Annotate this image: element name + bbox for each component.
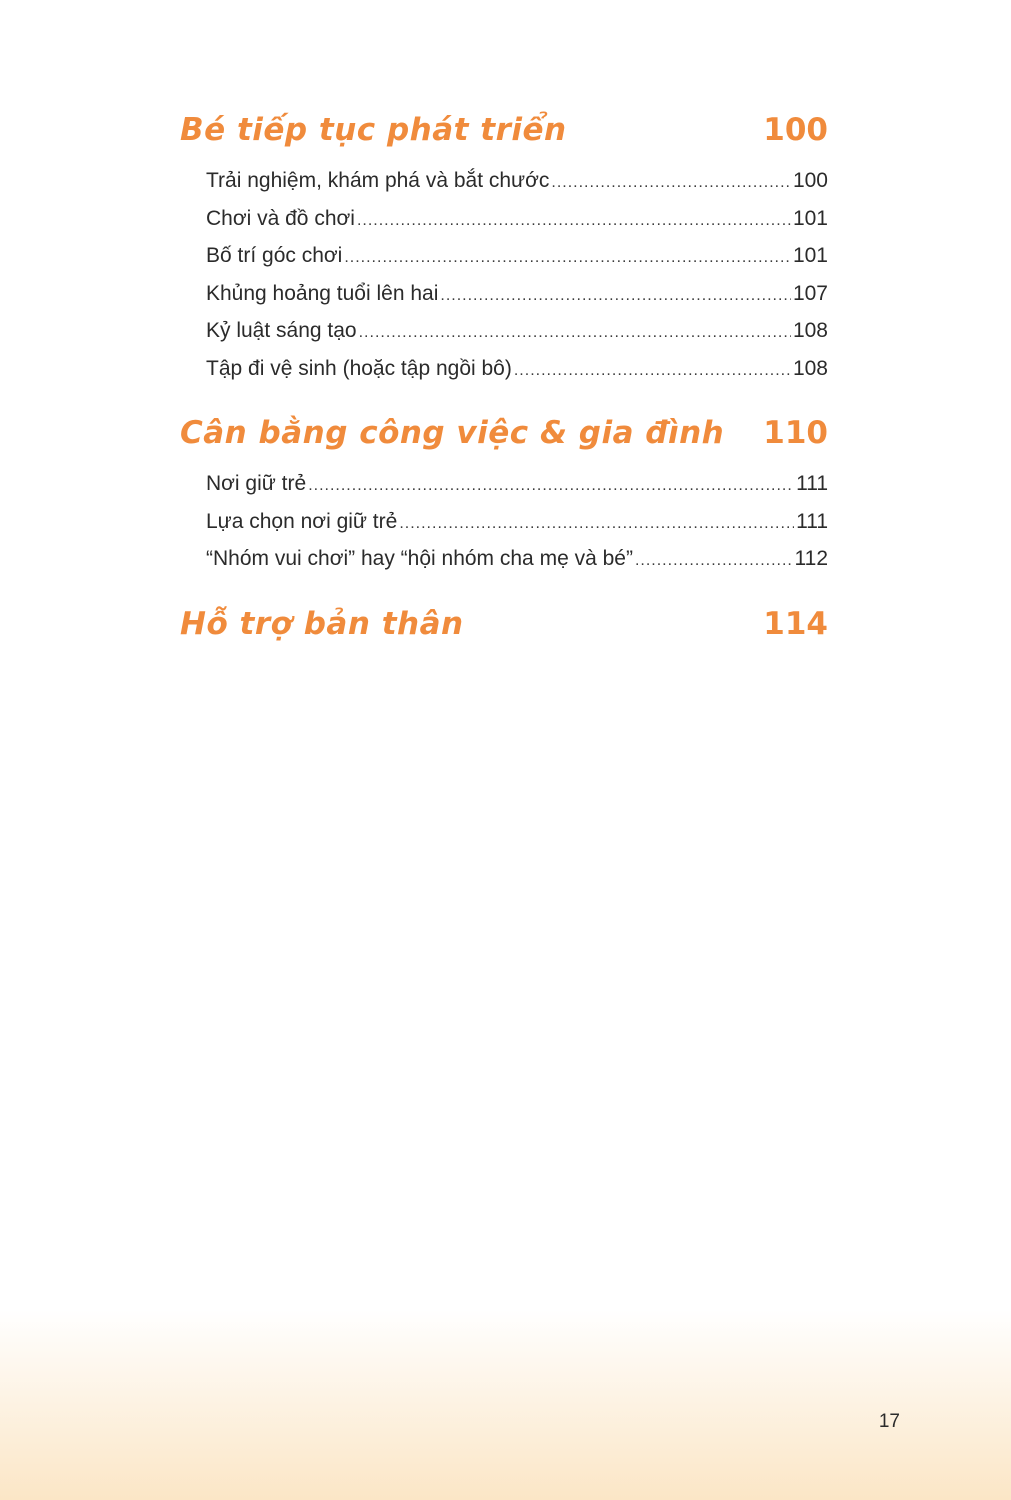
section-page-number: 110 xyxy=(763,415,828,451)
toc-entry-title: Khủng hoảng tuổi lên hai xyxy=(206,281,439,305)
section-header xyxy=(180,112,828,162)
toc-entry-title: Trải nghiệm, khám phá và bắt chước xyxy=(206,169,550,192)
section-page-number: 114 xyxy=(763,606,828,642)
dot-leader xyxy=(359,314,791,352)
dot-leader xyxy=(344,239,791,277)
section-page-number: 100 xyxy=(763,112,828,148)
section-title: Hỗ trợ bản thân xyxy=(180,606,464,642)
toc-entry-list xyxy=(180,162,828,387)
page-number: 17 xyxy=(878,1411,900,1432)
toc-entry-title: Tập đi vệ sinh (hoặc tập ngồi bô) xyxy=(206,356,512,380)
section-title: Cân bằng công việc & gia đình xyxy=(180,415,725,451)
toc-entry-page: 108 xyxy=(792,319,828,342)
toc-entry[interactable] xyxy=(206,350,828,388)
toc-entry-page: 111 xyxy=(796,509,828,533)
toc-entry[interactable] xyxy=(206,237,828,275)
toc-entry[interactable] xyxy=(206,162,828,200)
toc-entry[interactable] xyxy=(206,275,828,313)
toc-entry-title: Chơi và đồ chơi xyxy=(206,206,355,230)
toc-entry-page: 111 xyxy=(796,472,828,495)
toc-entry-title: Bố trí góc chơi xyxy=(206,244,343,267)
section-title: Bé tiếp tục phát triển xyxy=(180,112,567,148)
toc-entry-page: 100 xyxy=(792,169,828,192)
toc-entry[interactable] xyxy=(206,540,828,578)
toc-entry-page: 101 xyxy=(792,244,828,267)
dot-leader xyxy=(551,164,791,202)
toc-entry-page: 112 xyxy=(794,547,828,570)
toc-entry[interactable] xyxy=(206,465,828,503)
dot-leader xyxy=(308,467,794,505)
toc-entry[interactable] xyxy=(206,312,828,350)
toc-entry-page: 107 xyxy=(792,281,828,305)
toc-entry-page: 101 xyxy=(792,206,828,230)
dot-leader xyxy=(514,352,791,390)
toc-section-self-support xyxy=(180,606,828,656)
toc-entry-title: Lựa chọn nơi giữ trẻ xyxy=(206,509,398,533)
toc-section-work-family xyxy=(180,415,828,578)
toc-entry-title: Kỷ luật sáng tạo xyxy=(206,319,357,342)
toc-entry-list xyxy=(180,465,828,578)
toc-entry-title: Nơi giữ trẻ xyxy=(206,472,307,495)
toc-entry[interactable] xyxy=(206,200,828,238)
toc-section-development xyxy=(180,112,828,387)
dot-leader xyxy=(399,505,794,543)
dot-leader xyxy=(635,542,793,580)
dot-leader xyxy=(357,202,791,240)
toc-entry-title: “Nhóm vui chơi” hay “hội nhóm cha mẹ và bé” xyxy=(206,547,633,570)
toc-entry-page: 108 xyxy=(792,356,828,380)
section-header xyxy=(180,606,828,656)
toc-entry[interactable] xyxy=(206,503,828,541)
section-header xyxy=(180,415,828,465)
dot-leader xyxy=(440,277,791,315)
